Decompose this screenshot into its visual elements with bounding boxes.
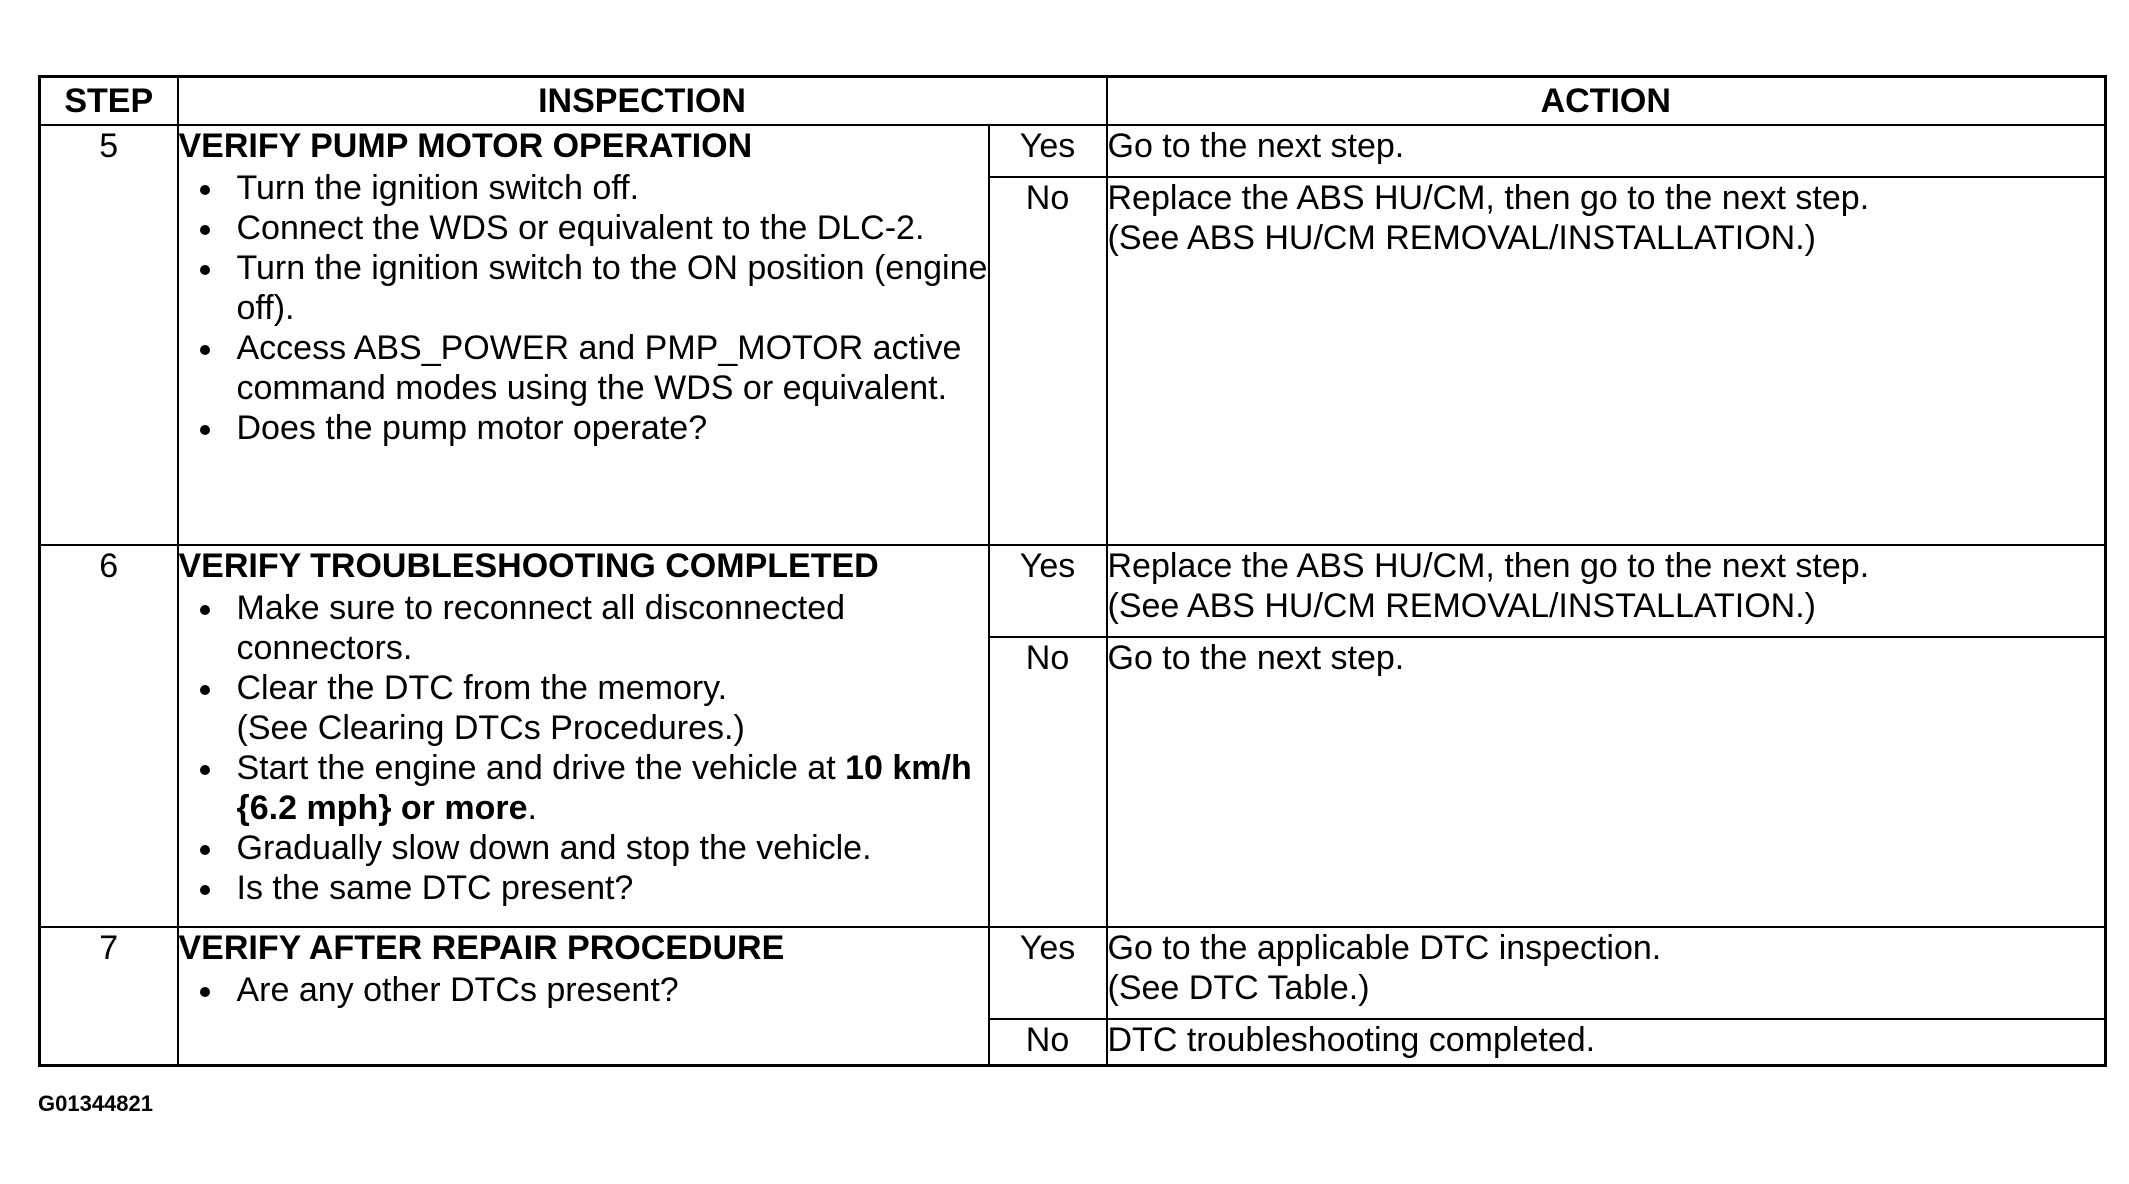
table-row bbox=[40, 125, 2106, 177]
yes-label: Yes bbox=[989, 125, 1107, 177]
list-item: Access ABS_POWER and PMP_MOTOR active command modes using the WDS or equivalent. bbox=[237, 328, 988, 408]
inspection-title: VERIFY PUMP MOTOR OPERATION bbox=[178, 127, 753, 165]
table-row bbox=[40, 545, 2106, 637]
header-row bbox=[40, 77, 2106, 126]
inspection-cell bbox=[178, 927, 989, 1065]
step-number: 5 bbox=[40, 125, 178, 545]
list-item: Is the same DTC present? bbox=[237, 868, 988, 908]
list-item bbox=[237, 668, 988, 748]
step-number: 7 bbox=[40, 927, 178, 1065]
action-line: (See ABS HU/CM REMOVAL/INSTALLATION.) bbox=[1107, 587, 1816, 625]
action-line: (See DTC Table.) bbox=[1107, 969, 1370, 1007]
no-label: No bbox=[989, 177, 1107, 545]
inspection-cell bbox=[178, 125, 989, 545]
step-number: 6 bbox=[40, 545, 178, 927]
no-action: Go to the next step. bbox=[1107, 637, 2106, 927]
list-item-emphasis: 10 km/h {6.2 mph} or more bbox=[236, 749, 972, 827]
action-line: Replace the ABS HU/CM, then go to the next step. bbox=[1107, 179, 1870, 217]
list-item: Make sure to reconnect all disconnected connectors. bbox=[237, 588, 988, 668]
inspection-list bbox=[179, 970, 988, 1010]
list-item: Gradually slow down and stop the vehicle. bbox=[237, 828, 988, 868]
action-line: (See ABS HU/CM REMOVAL/INSTALLATION.) bbox=[1107, 219, 1816, 257]
no-action bbox=[1107, 177, 2106, 545]
header-inspection: INSPECTION bbox=[178, 77, 1107, 126]
list-item-note: (See Clearing DTCs Procedures.) bbox=[236, 709, 745, 747]
yes-label: Yes bbox=[989, 545, 1107, 637]
list-item-text: Start the engine and drive the vehicle at bbox=[236, 749, 836, 787]
list-item: Are any other DTCs present? bbox=[237, 970, 988, 1010]
no-label: No bbox=[989, 637, 1107, 927]
inspection-title: VERIFY TROUBLESHOOTING COMPLETED bbox=[178, 547, 879, 585]
list-item: Connect the WDS or equivalent to the DLC-2. bbox=[237, 208, 988, 248]
yes-action bbox=[1107, 545, 2106, 637]
yes-action: Go to the next step. bbox=[1107, 125, 2106, 177]
no-action: DTC troubleshooting completed. bbox=[1107, 1019, 2106, 1065]
yes-label: Yes bbox=[989, 927, 1107, 1019]
no-label: No bbox=[989, 1019, 1107, 1065]
inspection-title: VERIFY AFTER REPAIR PROCEDURE bbox=[178, 929, 785, 967]
procedure-table bbox=[38, 75, 2107, 1067]
action-line: Replace the ABS HU/CM, then go to the next step. bbox=[1107, 547, 1870, 585]
header-step: STEP bbox=[40, 77, 178, 126]
list-item: Turn the ignition switch to the ON position (engine off). bbox=[236, 249, 988, 327]
list-item: Start the engine and drive the vehicle at 10 km/h {6.2 mph} or more. bbox=[237, 748, 988, 828]
inspection-cell bbox=[178, 545, 989, 927]
yes-action bbox=[1107, 927, 2106, 1019]
table-row bbox=[40, 927, 2106, 1019]
inspection-list bbox=[179, 588, 988, 908]
list-item-text: Clear the DTC from the memory. bbox=[236, 669, 728, 707]
list-item: Does the pump motor operate? bbox=[237, 408, 988, 448]
inspection-list bbox=[179, 168, 988, 448]
header-action: ACTION bbox=[1107, 77, 2106, 126]
action-line: Go to the applicable DTC inspection. bbox=[1107, 929, 1662, 967]
figure-id: G01344821 bbox=[38, 1091, 153, 1116]
list-item: Turn the ignition switch off. bbox=[237, 168, 988, 208]
